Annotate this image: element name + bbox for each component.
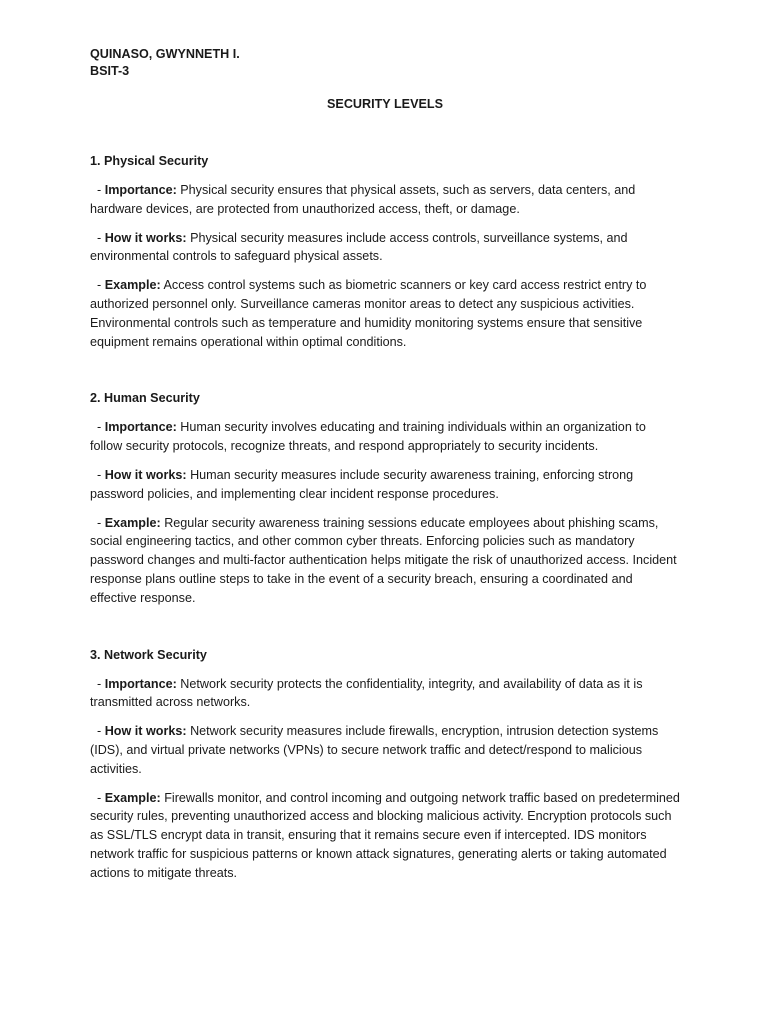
example-label: Example: bbox=[104, 278, 161, 293]
document-title: SECURITY LEVELS bbox=[327, 97, 443, 111]
example-text: Access control systems such as biometric scanners or key card access restrict entry to authorized personnel only. Surveillance cameras monitor areas to detect any suspicious activities. Environmental controls such as temperature and humidity monitoring systems ensure that sensitive equipment remains operational within optimal conditions. bbox=[90, 278, 647, 349]
importance-paragraph bbox=[90, 418, 680, 456]
example-text: Firewalls monitor, and control incoming and outgoing network traffic based on predetermined security rules, preventing unauthorized access and blocking malicious activity. Encryption protocols such as SSL/TLS encrypt data in transit, ensuring that it remains secure even if intercepted. IDS monitors network traffic for suspicious patterns or known attack signatures, generating alerts or taking automated actions to mitigate threats. bbox=[90, 790, 680, 880]
importance-text: Network security protects the confidentiality, integrity, and availability of data as it is transmitted across networks. bbox=[90, 676, 643, 710]
bullet-dash: - bbox=[97, 420, 105, 435]
bullet-dash: - bbox=[97, 230, 105, 245]
bullet-dash: - bbox=[97, 790, 105, 805]
importance-text: Human security involves educating and training individuals within an organization to follow security protocols, recognize threats, and respond appropriately to security incidents. bbox=[90, 420, 646, 454]
importance-paragraph bbox=[90, 181, 680, 219]
section-human-security bbox=[90, 389, 680, 607]
bullet-dash: - bbox=[97, 515, 105, 530]
how-it-works-paragraph bbox=[90, 466, 680, 504]
bullet-dash: - bbox=[97, 467, 105, 482]
section-physical-security bbox=[90, 152, 680, 351]
example-label: Example: bbox=[104, 790, 161, 805]
bullet-dash: - bbox=[97, 676, 105, 691]
how-it-works-paragraph bbox=[90, 722, 680, 778]
section-heading: 2. Human Security bbox=[90, 391, 200, 406]
how-it-works-text: Network security measures include firewalls, encryption, intrusion detection systems (IDS), and virtual private networks (VPNs) to secure network traffic and detect/respond to malicious activities. bbox=[90, 724, 659, 776]
importance-label: Importance: bbox=[104, 183, 177, 197]
document-page bbox=[90, 46, 680, 883]
how-it-works-paragraph bbox=[90, 229, 680, 267]
section-network-security bbox=[90, 646, 680, 883]
how-it-works-text: Human security measures include security awareness training, enforcing strong password policies, and implementing clear incident response procedures. bbox=[90, 467, 634, 501]
how-it-works-label: How it works: bbox=[104, 467, 187, 482]
importance-text: Physical security ensures that physical assets, such as servers, data centers, and hardware devices, are protected from unauthorized access, theft, or damage. bbox=[90, 183, 636, 216]
bullet-dash: - bbox=[97, 278, 105, 293]
bullet-dash: - bbox=[97, 724, 105, 739]
example-paragraph bbox=[90, 276, 680, 351]
example-label: Example: bbox=[104, 515, 161, 530]
section-heading: 1. Physical Security bbox=[90, 154, 209, 168]
how-it-works-label: How it works: bbox=[104, 724, 187, 739]
importance-label: Importance: bbox=[104, 676, 177, 691]
importance-paragraph bbox=[90, 675, 680, 713]
example-paragraph bbox=[90, 514, 680, 608]
section-heading: 3. Network Security bbox=[90, 647, 207, 662]
importance-label: Importance: bbox=[104, 420, 177, 435]
example-text: Regular security awareness training sessions educate employees about phishing scams, social engineering tactics, and other common cyber threats. Enforcing policies such as mandatory password changes and multi-factor authentication helps mitigate the risk of unauthorized access. Incident response plans outline steps to take in the event of a security breach, ensuring a coordinated and effective response. bbox=[90, 515, 677, 605]
course-label: BSIT-3 bbox=[90, 64, 130, 78]
author-name: QUINASO, GWYNNETH I. bbox=[90, 47, 240, 61]
bullet-dash: - bbox=[97, 183, 105, 197]
example-paragraph bbox=[90, 789, 680, 883]
how-it-works-label: How it works: bbox=[104, 230, 187, 245]
how-it-works-text: Physical security measures include access controls, surveillance systems, and environmental controls to safeguard physical assets. bbox=[90, 230, 628, 264]
